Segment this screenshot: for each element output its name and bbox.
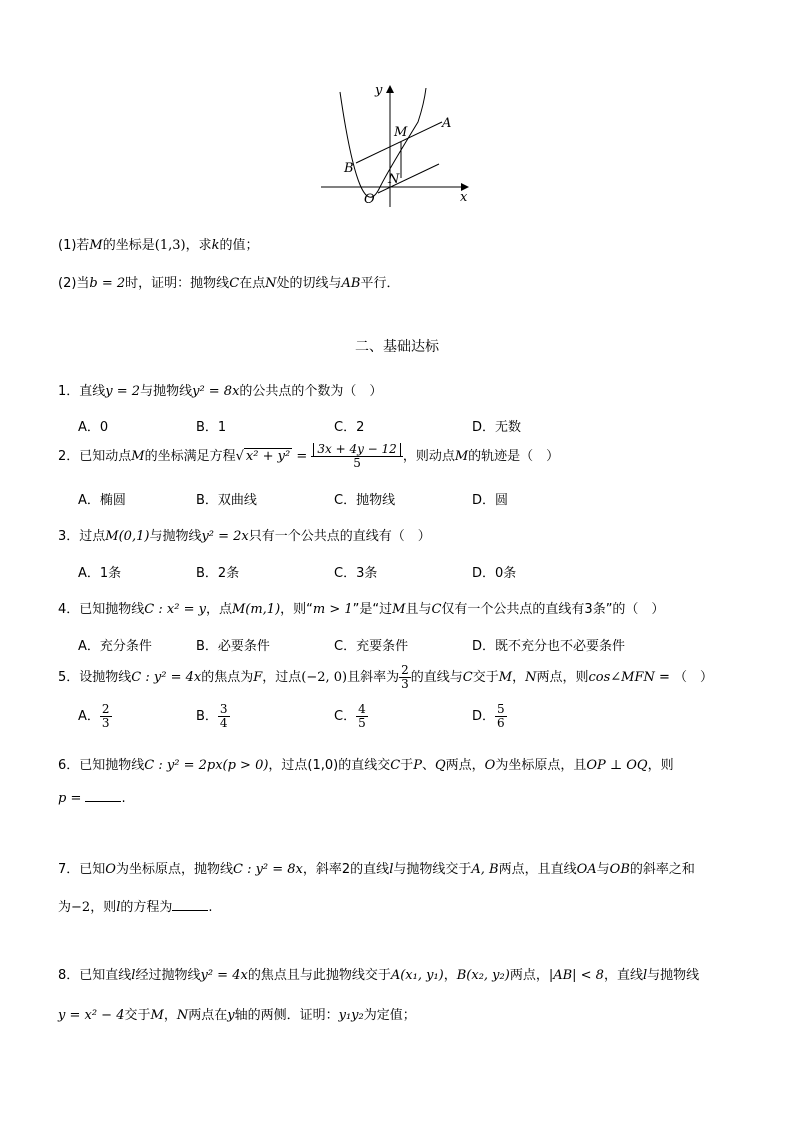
q3-option-d: D．0条 bbox=[472, 566, 517, 581]
q3-option-c: C．3条 bbox=[334, 566, 378, 581]
sqrt-sign: √ bbox=[235, 449, 244, 465]
q3-option-b: B．2条 bbox=[196, 566, 240, 581]
q5-slope-fraction: $\frac{2}{3}$ bbox=[401, 663, 409, 692]
part1-line: (1)若M的坐标是(1,3)，求k的值； bbox=[58, 238, 259, 253]
q5-option-b: B． $\frac{3}{4}$ bbox=[196, 702, 228, 731]
q2-option-b: B．双曲线 bbox=[196, 493, 257, 508]
q4-option-c: C．充要条件 bbox=[334, 639, 409, 654]
q1-option-d: D．无数 bbox=[472, 420, 522, 435]
question-8: 8．已知直线l经过抛物线y² = 4x的焦点且与此抛物线交于A(x₁, y₁)，B(x₂, y₂)两点，|AB| < 8，直线l与抛物线 bbox=[58, 968, 700, 983]
q2-fraction: $\frac{3x + 4y - 12}{5}$ bbox=[311, 443, 402, 470]
q5-option-c: C． $\frac{4}{5}$ bbox=[334, 702, 366, 731]
q1-option-c: C．2 bbox=[334, 420, 365, 435]
q2-option-c: C．抛物线 bbox=[334, 493, 396, 508]
question-6: 6．已知抛物线C : y² = 2px(p > 0)，过点(1,0)的直线交C于P、Q两点，O为坐标原点，且OP ⊥ OQ，则 bbox=[58, 758, 674, 773]
answer-blank[interactable] bbox=[85, 791, 121, 802]
question-8-line2: y = x² − 4交于M，N两点在y轴的两侧．证明：y₁y₂为定值； bbox=[58, 1008, 416, 1023]
question-7: 7．已知O为坐标原点，抛物线C : y² = 8x，斜率2的直线l与抛物线交于A, B两点，且直线OA与OB的斜率之和 bbox=[58, 862, 695, 877]
parabola-curve bbox=[340, 88, 426, 197]
label-x: x bbox=[460, 190, 468, 205]
section-title: 二、基础达标 bbox=[355, 339, 439, 355]
question-3: 3．过点M(0,1)与抛物线y² = 2x只有一个公共点的直线有（ ） bbox=[58, 529, 431, 544]
question-1: 1．直线y = 2与抛物线y² = 8x的公共点的个数为（ ） bbox=[58, 384, 383, 399]
question-6-line2: p = . bbox=[58, 791, 126, 806]
label-y: y bbox=[375, 83, 383, 98]
q1-option-a: A．0 bbox=[78, 420, 109, 435]
question-5: 5．设抛物线C : y² = 4x的焦点为F，过点(−2, 0)且斜率为 $\frac{2}{3}$ 的直线与C交于M，N两点，则cos∠MFN = （ ） bbox=[58, 663, 714, 692]
question-2: 2．已知动点M的坐标满足方程√ x² + y² = $\frac{3x + 4y - 12}{5}$ ，则动点M的轨迹是（ ） bbox=[58, 442, 560, 471]
question-4: 4．已知抛物线C : x² = y，点M(m,1)，则“m > 1”是“过M且与C仅有一个公共点的直线有3条”的（ ） bbox=[58, 602, 665, 617]
q3-option-a: A．1条 bbox=[78, 566, 122, 581]
answer-blank[interactable] bbox=[172, 900, 208, 911]
part2-line: (2)当b = 2时，证明：抛物线C在点N处的切线与AB平行． bbox=[58, 276, 400, 291]
q2-option-d: D．圆 bbox=[472, 493, 509, 508]
q4-option-b: B．必要条件 bbox=[196, 639, 270, 654]
label-b: B bbox=[344, 161, 354, 176]
q2-option-a: A．椭圆 bbox=[78, 493, 126, 508]
q5-option-a: A． $\frac{2}{3}$ bbox=[78, 702, 110, 731]
label-n: N bbox=[388, 172, 400, 187]
label-a: A bbox=[442, 116, 452, 131]
q5-option-d: D． $\frac{5}{6}$ bbox=[472, 702, 505, 731]
label-o: O bbox=[364, 192, 375, 207]
parabola-figure bbox=[318, 80, 478, 210]
q1-option-b: B．1 bbox=[196, 420, 227, 435]
q4-option-a: A．充分条件 bbox=[78, 639, 152, 654]
question-7-line2: 为−2，则l的方程为 . bbox=[58, 900, 213, 915]
label-m: M bbox=[394, 125, 408, 140]
q4-option-d: D．既不充分也不必要条件 bbox=[472, 639, 626, 654]
